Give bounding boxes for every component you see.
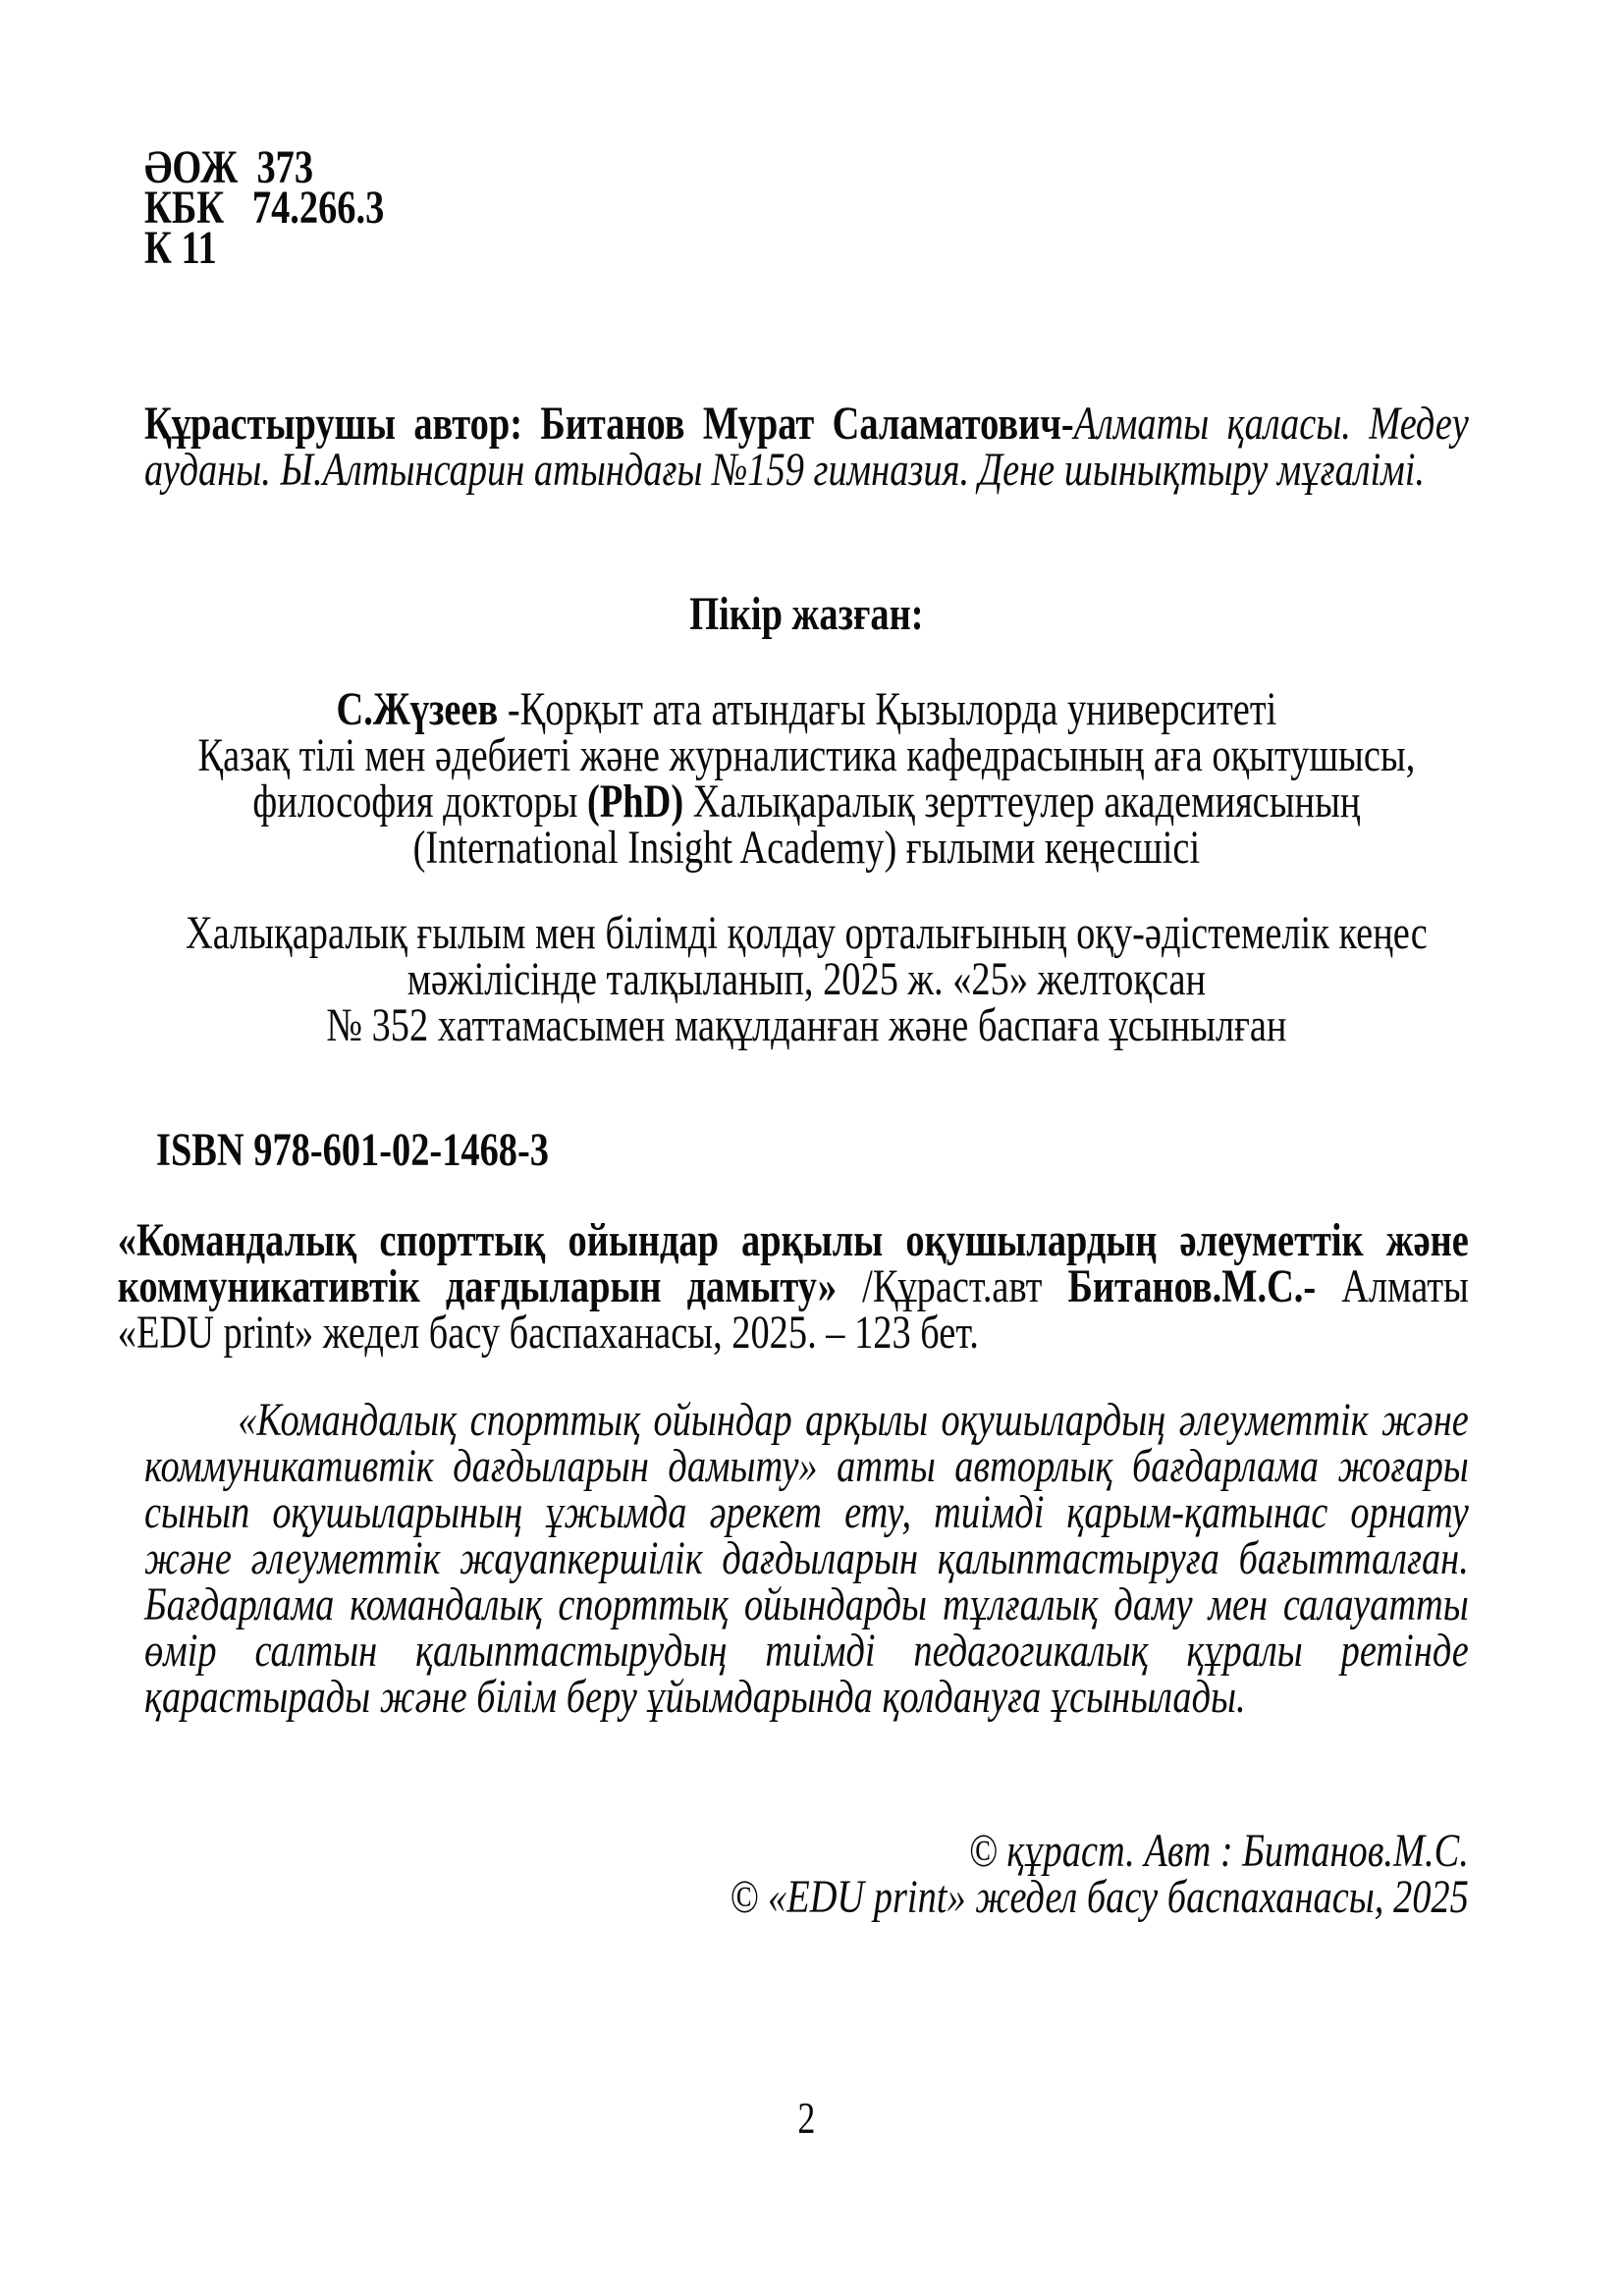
reviewer-name: С.Жүзеев	[336, 683, 499, 735]
udc-block	[144, 141, 1469, 274]
bbk-code-line: КБК 74.266.3	[144, 182, 385, 234]
copyright-publisher-line: © «EDU print» жедел басу баспаханасы, 2025	[730, 1871, 1469, 1923]
compiler-author-label: Құрастырушы автор: Битанов Мурат Саламатович-	[144, 398, 1074, 450]
approval-line: Халықаралық ғылым мен білімді қолдау орталығының оқу-әдістемелік кеңес	[185, 907, 1428, 959]
author-sign-line: К 11	[144, 222, 217, 274]
book-title: «Командалық спорттық ойындар арқылы оқушылардың әлеуметтік және коммуникативтік дағдыларын дамыту»	[117, 1214, 1469, 1312]
page-number: 2	[797, 2094, 816, 2143]
approval-line: № 352 хаттамасымен мақұлданған және баспаға ұсынылған	[326, 999, 1287, 1051]
imprint-publisher-details: Алматы «EDU print» жедел басу баспаханасы, 2025. – 123 бет.	[117, 1260, 1469, 1359]
imprint-paragraph	[117, 1214, 1469, 1359]
compiler-author-paragraph	[144, 398, 1469, 496]
copyright-block	[144, 1825, 1469, 1923]
reviewer-heading: Пікір жазған:	[689, 588, 924, 640]
annotation-paragraph: «Командалық спорттық ойындар арқылы оқушылардың әлеуметтік және коммуникативтік дағдыларын дамыту» атты авторлық бағдарлама жоғары сынып оқушыларының ұжымда әрекет ету, тиімді қарым-қатынас орнату және әлеуметтік жауапкершілік дағдыларын қалыптастыруға бағытталған. Бағдарлама командалық спорттық ойындарды тұлғалық даму мен салауатты өмір салтын қалыптастырудың тиімді педагогикалық құралы ретінде қарастырады және білім беру ұйымдарында қолдануға ұсынылады.	[144, 1394, 1469, 1723]
imprint-author-name: Битанов.М.С.-	[1067, 1260, 1317, 1312]
reviewer-degree-post: Халықаралық зерттеулер академиясының	[683, 775, 1361, 828]
copyright-author-line: © құраст. Авт : Битанов.М.С.	[968, 1825, 1469, 1877]
isbn: ISBN 978-601-02-1468-3	[156, 1124, 549, 1176]
imprint-compiler-label: /Құраст.авт	[837, 1260, 1068, 1312]
reviewer-block	[144, 683, 1469, 874]
approval-line: мәжілісінде талқыланып, 2025 ж. «25» желтоқсан	[406, 953, 1207, 1005]
udc-code-line: ӘОЖ 373	[144, 141, 314, 193]
reviewer-line: Қазақ тілі мен әдебиеті және журналистика кафедрасының аға оқытушысы,	[197, 729, 1416, 781]
page-content	[117, 141, 1469, 2143]
reviewer-line	[144, 683, 1469, 735]
reviewer-degree-phd: (PhD)	[587, 775, 684, 828]
reviewer-line: (International Insight Academy) ғылыми кеңесшісі	[412, 822, 1201, 874]
compiler-author-details: Алматы қаласы. Медеу ауданы. Ы.Алтынсарин атындағы №159 гимназия. Дене шынықтыру мұғалімі.	[144, 398, 1469, 496]
reviewer-degree-pre: философия докторы	[252, 775, 588, 828]
approval-block	[144, 907, 1469, 1051]
reviewer-affiliation: -Қорқыт ата атындағы Қызылорда университеті	[498, 683, 1277, 735]
reviewer-line	[144, 775, 1469, 828]
